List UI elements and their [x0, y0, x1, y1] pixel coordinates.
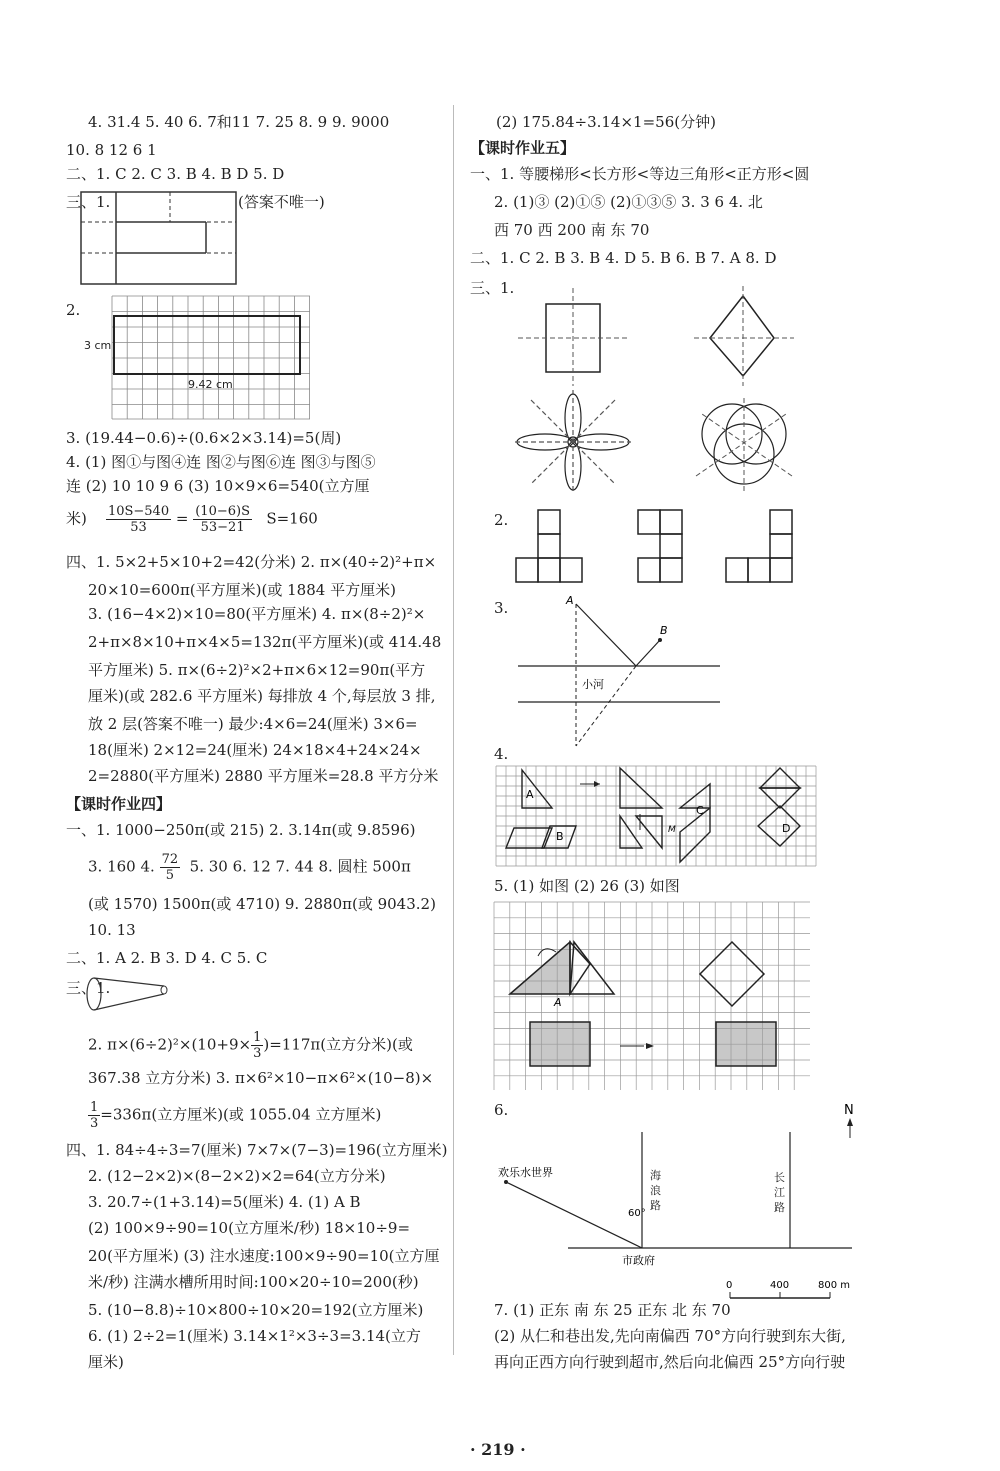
- answer-line: (2) 从仁和巷出发,先向南偏西 70°方向行驶到东大街,: [494, 1327, 846, 1345]
- point-a-label: A: [566, 594, 574, 607]
- text-span: )=117π(立方分米)(或: [263, 1035, 413, 1054]
- column-divider: [453, 105, 454, 1355]
- answer-line: 2. (1)③ (2)①⑤ (2)①③⑤ 3. 3 6 4. 北: [494, 193, 763, 211]
- text-span: S=160: [266, 509, 318, 528]
- direction-map-figure: [498, 1096, 864, 1328]
- answer-line: 7. (1) 正东 南 东 25 正东 北 东 70: [494, 1301, 731, 1319]
- answer-line: 四、1. 84÷4÷3=7(厘米) 7×7×(7−3)=196(立方厘米): [66, 1141, 448, 1159]
- text-span: 5. 30 6. 12 7. 44 8. 圆柱 500π: [189, 857, 411, 876]
- fig4-label-d: D: [782, 822, 791, 835]
- grid-height-label: 3 cm: [84, 339, 112, 352]
- transform-grid-figure: [496, 766, 822, 870]
- fig4-label-c: C: [696, 804, 704, 817]
- answer-line: 2.: [494, 511, 509, 529]
- river-path-figure: [510, 596, 730, 752]
- fig5-label-a: A: [554, 996, 562, 1009]
- section-header: 【课时作业五】: [470, 139, 576, 157]
- north-label: N: [844, 1103, 854, 1118]
- answer-line: 厘米): [88, 1353, 124, 1371]
- answer-line: 5. (1) 如图 (2) 26 (3) 如图: [494, 877, 680, 895]
- fig4-label-m: M: [668, 825, 676, 835]
- fraction-den: 3: [90, 1116, 99, 1131]
- answer-line: 18(厘米) 2×12=24(厘米) 24×18×4+24×24×: [88, 741, 422, 759]
- answer-line: 4. 31.4 5. 40 6. 7和11 7. 25 8. 9 9. 9000: [88, 113, 390, 131]
- fraction: [160, 852, 181, 883]
- scale-800: 800 m: [818, 1280, 851, 1291]
- point-b-label: B: [660, 624, 668, 637]
- map-road1-label: 海浪路: [650, 1169, 661, 1212]
- fraction: [88, 1100, 100, 1131]
- answer-line: 二、1. A 2. B 3. D 4. C 5. C: [66, 949, 268, 967]
- text-span: (10+9×: [191, 1035, 252, 1054]
- map-park-label: 欢乐水世界: [498, 1166, 553, 1179]
- fraction-num: 72: [161, 852, 179, 867]
- grid-width-label: 9.42 cm: [188, 378, 233, 391]
- fraction-den: 3: [253, 1046, 262, 1061]
- map-road2-label: 长江路: [774, 1171, 785, 1214]
- fraction-num: (10−6)S: [195, 504, 250, 519]
- answer-line: 3. 20.7÷(1+3.14)=5(厘米) 4. (1) A B: [88, 1193, 361, 1211]
- answer-line: 10. 13: [88, 921, 136, 939]
- fraction-den: 5: [165, 868, 174, 883]
- answer-line: 5. (10−8.8)÷10×800÷10×20=192(立方厘米): [88, 1301, 424, 1319]
- text-span: 米): [66, 509, 87, 528]
- answer-line: 4. (1) 图①与图④连 图②与图⑥连 图③与图⑤: [66, 453, 376, 471]
- map-angle-label: 60°: [628, 1208, 646, 1219]
- answer-line: 3. (19.44−0.6)÷(0.6×2×3.14)=5(周): [66, 429, 342, 447]
- answer-line: 4.: [494, 745, 509, 763]
- fig4-label-a: A: [526, 788, 534, 801]
- answer-line: 二、1. C 2. C 3. B 4. B D 5. D: [66, 165, 285, 183]
- answer-line: 一、1. 等腰梯形<长方形<等边三角形<正方形<圆: [470, 165, 810, 183]
- answer-line: [88, 1100, 381, 1131]
- text-span: =336π(立方厘米)(或 1055.04 立方厘米): [100, 1105, 382, 1124]
- map-gov-label: 市政府: [622, 1254, 655, 1267]
- fraction: [193, 504, 252, 535]
- answer-line: 厘米)(或 282.6 平方厘米) 每排放 4 个,每层放 3 排,: [88, 687, 436, 705]
- fraction-num: 1: [90, 1100, 99, 1115]
- river-label: 小河: [582, 678, 604, 691]
- answer-line: 二、1. C 2. B 3. B 4. D 5. B 6. B 7. A 8. D: [470, 249, 777, 267]
- answer-line: 平方厘米) 5. π×(6÷2)²×2+π×6×12=90π(平方: [88, 661, 426, 679]
- answer-line: 6.: [494, 1101, 509, 1119]
- text-span: =: [175, 509, 189, 528]
- page-number: · 219 ·: [470, 1440, 526, 1459]
- text-span: 3. 160 4.: [88, 857, 155, 876]
- scale-400: 400: [770, 1280, 790, 1291]
- answer-line: 连 (2) 10 10 9 6 (3) 10×9×6=540(立方厘: [66, 477, 370, 495]
- cone-cylinder-figure: [82, 968, 172, 1018]
- answer-line: 2=2880(平方厘米) 2880 平方厘米=28.8 平方分米: [88, 767, 439, 785]
- answer-line: 3. (16−4×2)×10=80(平方厘米) 4. π×(8÷2)²×: [88, 605, 426, 623]
- answer-line: 10. 8 12 6 1: [66, 141, 157, 159]
- answer-line: 三、1.: [470, 279, 515, 297]
- symmetry-figures: [510, 286, 800, 496]
- answer-line: 再向正西方向行驶到超市,然后向北偏西 25°方向行驶: [494, 1353, 846, 1371]
- scale-0: 0: [726, 1280, 733, 1291]
- answer-note: (答案不唯一): [238, 193, 325, 211]
- fig4-label-b: B: [556, 830, 564, 843]
- answer-line: [88, 1030, 413, 1061]
- answer-line: 西 70 西 200 南 东 70: [494, 221, 650, 239]
- answer-line: 放 2 层(答案不唯一) 最少:4×6=24(厘米) 3×6=: [88, 715, 418, 733]
- answer-line: [66, 504, 318, 535]
- answer-line: 2+π×8×10+π×4×5=132π(平方厘米)(或 414.48: [88, 633, 442, 651]
- fraction-den: 53−21: [200, 520, 245, 535]
- answer-line: 20×10=600π(平方厘米)(或 1884 平方厘米): [88, 581, 396, 599]
- grid-figure: [112, 296, 312, 420]
- answer-line: (2) 175.84÷3.14×1=56(分钟): [496, 113, 716, 131]
- fraction-num: 1: [253, 1030, 262, 1045]
- answer-line: 三、1.: [66, 979, 111, 997]
- answer-line: 一、1. 1000−250π(或 215) 2. 3.14π(或 9.8596): [66, 821, 416, 839]
- section-header: 【课时作业四】: [66, 795, 172, 813]
- fraction-den: 53: [130, 520, 147, 535]
- answer-line: [88, 852, 411, 883]
- answer-line: 367.38 立方分米) 3. π×6²×10−π×6²×(10−8)×: [88, 1069, 434, 1087]
- rotation-grid-figure: [494, 902, 812, 1092]
- answer-line: 2. (12−2×2)×(8−2×2)×2=64(立方分米): [88, 1167, 386, 1185]
- text-span: 2. π×(6÷2)²×: [88, 1035, 192, 1054]
- rect-unfold-figure: [80, 190, 240, 286]
- answer-line: (或 1570) 1500π(或 4710) 9. 2880π(或 9043.2): [88, 895, 436, 913]
- answer-line: (2) 100×9÷90=10(立方厘米/秒) 18×10÷9=: [88, 1219, 411, 1237]
- answer-line: 20(平方厘米) (3) 注水速度:100×9÷90=10(立方厘: [88, 1247, 440, 1265]
- answer-line: 四、1. 5×2+5×10+2=42(分米) 2. π×(40÷2)²+π×: [66, 553, 437, 571]
- fraction: [106, 504, 171, 535]
- answer-line: 米/秒) 注满水槽所用时间:100×20÷10=200(秒): [88, 1273, 419, 1291]
- cube-views-figure: [514, 506, 834, 586]
- fraction: [251, 1030, 263, 1061]
- answer-line: 3.: [494, 599, 509, 617]
- fraction-num: 10S−540: [107, 504, 170, 519]
- answer-line: 三、1.: [66, 193, 111, 211]
- answer-line: 2.: [66, 301, 81, 319]
- answer-line: 6. (1) 2÷2=1(厘米) 3.14×1²×3÷3=3.14(立方: [88, 1327, 421, 1345]
